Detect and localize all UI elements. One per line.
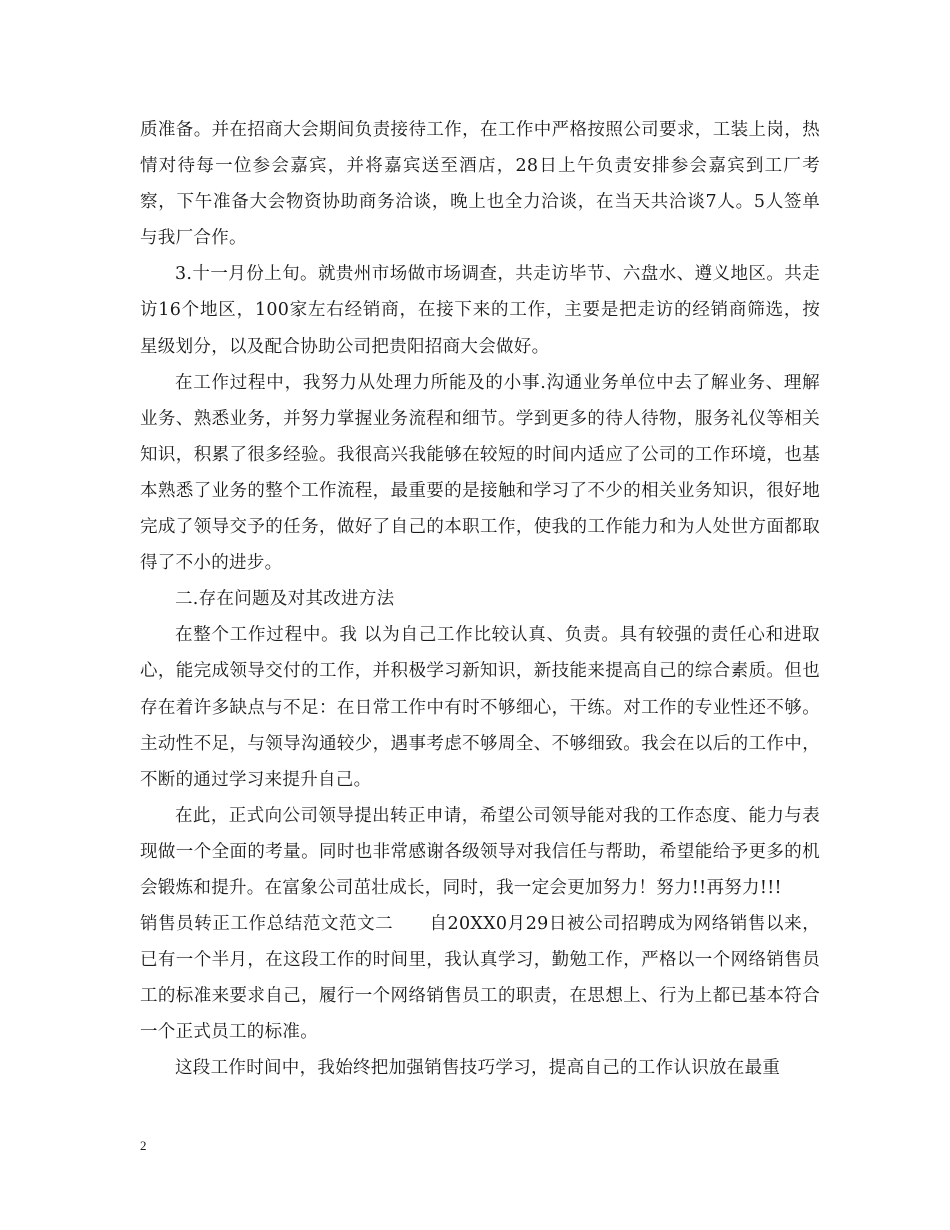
page-number: 2 <box>140 1138 147 1153</box>
paragraph-8: 这段工作时间中，我始终把加强销售技巧学习，提高自己的工作认识放在最重 <box>175 1058 781 1079</box>
paragraph-6: 在此，正式向公司领导提出转正申请，希望公司领导能对我的工作态度、能力与表现做一个全面的考量。同时也非常感谢各级领导对我信任与帮助，希望能给予更多的机会锻炼和提升。在富象公司茁壮成长，同时，我一定会更加努力！努力!!再努力!!! <box>140 805 820 898</box>
paragraph-7: 销售员转正工作总结范文范文二 自20XX0月29日被公司招聘成为网络销售以来，已有一个半月，在这段工作的时间里，我认真学习，勤勉工作，严格以一个网络销售员工的标准来要求自己，履行一个网络销售员工的职责，在思想上、行为上都已基本符合一个正式员工的标准。 <box>140 914 820 1043</box>
document-body <box>140 112 820 1087</box>
paragraph-1: 质准备。并在招商大会期间负责接待工作，在工作中严格按照公司要求，工装上岗，热情对待每一位参会嘉宾，并将嘉宾送至酒店，28日上午负责安排参会嘉宾到工厂考察，下午准备大会物资协助商务洽谈，晚上也全力洽谈，在当天共洽谈7人。5人签单与我厂合作。 <box>140 120 820 249</box>
paragraph-3: 在工作过程中，我努力从处理力所能及的小事.沟通业务单位中去了解业务、理解业务、熟悉业务，并努力掌握业务流程和细节。学到更多的待人待物，服务礼仪等相关知识，积累了很多经验。我很高兴我能够在较短的时间内适应了公司的工作环境，也基本熟悉了业务的整个工作流程，最重要的是接触和学习了不少的相关业务知识，很好地完成了领导交予的任务，做好了自己的本职工作，使我的工作能力和为人处世方面都取得了不小的进步。 <box>140 372 820 574</box>
paragraph-5: 在整个工作过程中。我 以为自己工作比较认真、负责。具有较强的责任心和进取心，能完成领导交付的工作，并积极学习新知识，新技能来提高自己的综合素质。但也存在着许多缺点与不足：在日常工作中有时不够细心，干练。对工作的专业性还不够。主动性不足，与领导沟通较少，遇事考虑不够周全、不够细致。我会在以后的工作中，不断的通过学习来提升自己。 <box>140 625 820 790</box>
section-heading: 二.存在问题及对其改进方法 <box>175 589 395 610</box>
paragraph-2: 3.十一月份上旬。就贵州市场做市场调查，共走访毕节、六盘水、遵义地区。共走访16个地区，100家左右经销商，在接下来的工作，主要是把走访的经销商筛选，按星级划分，以及配合协助公司把贵阳招商大会做好。 <box>140 264 820 357</box>
